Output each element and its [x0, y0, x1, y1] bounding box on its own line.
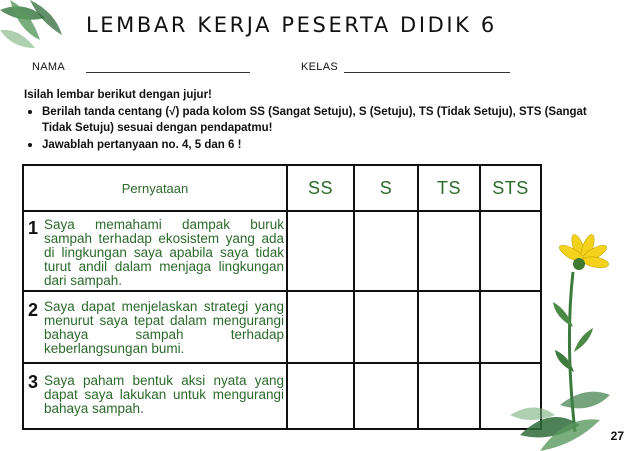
answer-cell-2-ts[interactable]	[419, 292, 479, 362]
page-title: LEMBAR KERJA PESERTA DIDIK 6	[86, 13, 497, 37]
answer-cell-2-s[interactable]	[355, 292, 417, 362]
row-number-2: 2	[28, 300, 39, 320]
header-s: S	[379, 177, 393, 198]
name-field-line[interactable]	[86, 72, 250, 73]
instruction-item: • Berilah tanda centang (√) pada kolom SS (Sangat Setuju), S (Setuju), TS (Tidak Setuju), STS (Sangat Tidak Setuju) sesuai dengan pendapatmu!	[42, 103, 604, 136]
statement-1: Saya memahami dampak buruk sampah terhadap ekosistem yang ada di lingkungan saya apabila saya tidak turut andil dalam menjaga lingkungan dari sampah.	[44, 217, 284, 288]
answer-cell-1-ss[interactable]	[288, 212, 353, 290]
instructions	[24, 87, 604, 153]
answer-cell-2-ss[interactable]	[288, 292, 353, 362]
header-ss: SS	[307, 177, 333, 198]
class-label: KELAS	[301, 61, 338, 73]
answer-cell-1-sts[interactable]	[481, 212, 540, 290]
name-label: NAMA	[32, 61, 65, 73]
page-number: 27	[610, 429, 624, 443]
answer-cell-3-ss[interactable]	[288, 364, 353, 428]
instruction-item: • Jawablah pertanyaan no. 4, 5 dan 6 !	[42, 136, 604, 153]
statement-3: Saya paham bentuk aksi nyata yang dapat saya lakukan untuk mengurangi bahaya sampah.	[44, 373, 284, 416]
answer-cell-2-sts[interactable]	[481, 292, 540, 362]
instructions-intro: Isilah lembar berikut dengan jujur!	[24, 89, 212, 101]
answer-cell-3-s[interactable]	[355, 364, 417, 428]
row-number-1: 1	[28, 218, 39, 238]
header-ts: TS	[436, 177, 461, 198]
row-number-3: 3	[28, 372, 39, 392]
class-field-line[interactable]	[344, 72, 510, 73]
leaves-decoration-top-left	[0, 0, 80, 55]
header-sts: STS	[492, 177, 529, 198]
answer-cell-3-ts[interactable]	[419, 364, 479, 428]
answer-cell-1-s[interactable]	[355, 212, 417, 290]
answer-cell-1-ts[interactable]	[419, 212, 479, 290]
leaves-decoration-bottom-right	[510, 365, 620, 451]
statement-2: Saya dapat menjelaskan strategi yang menurut saya tepat dalam mengurangi bahaya sampah terhadap keberlangsungan bumi.	[44, 299, 284, 356]
header-statement: Pernyataan	[121, 180, 189, 196]
instructions-list	[24, 103, 604, 153]
questionnaire-table	[22, 164, 542, 430]
